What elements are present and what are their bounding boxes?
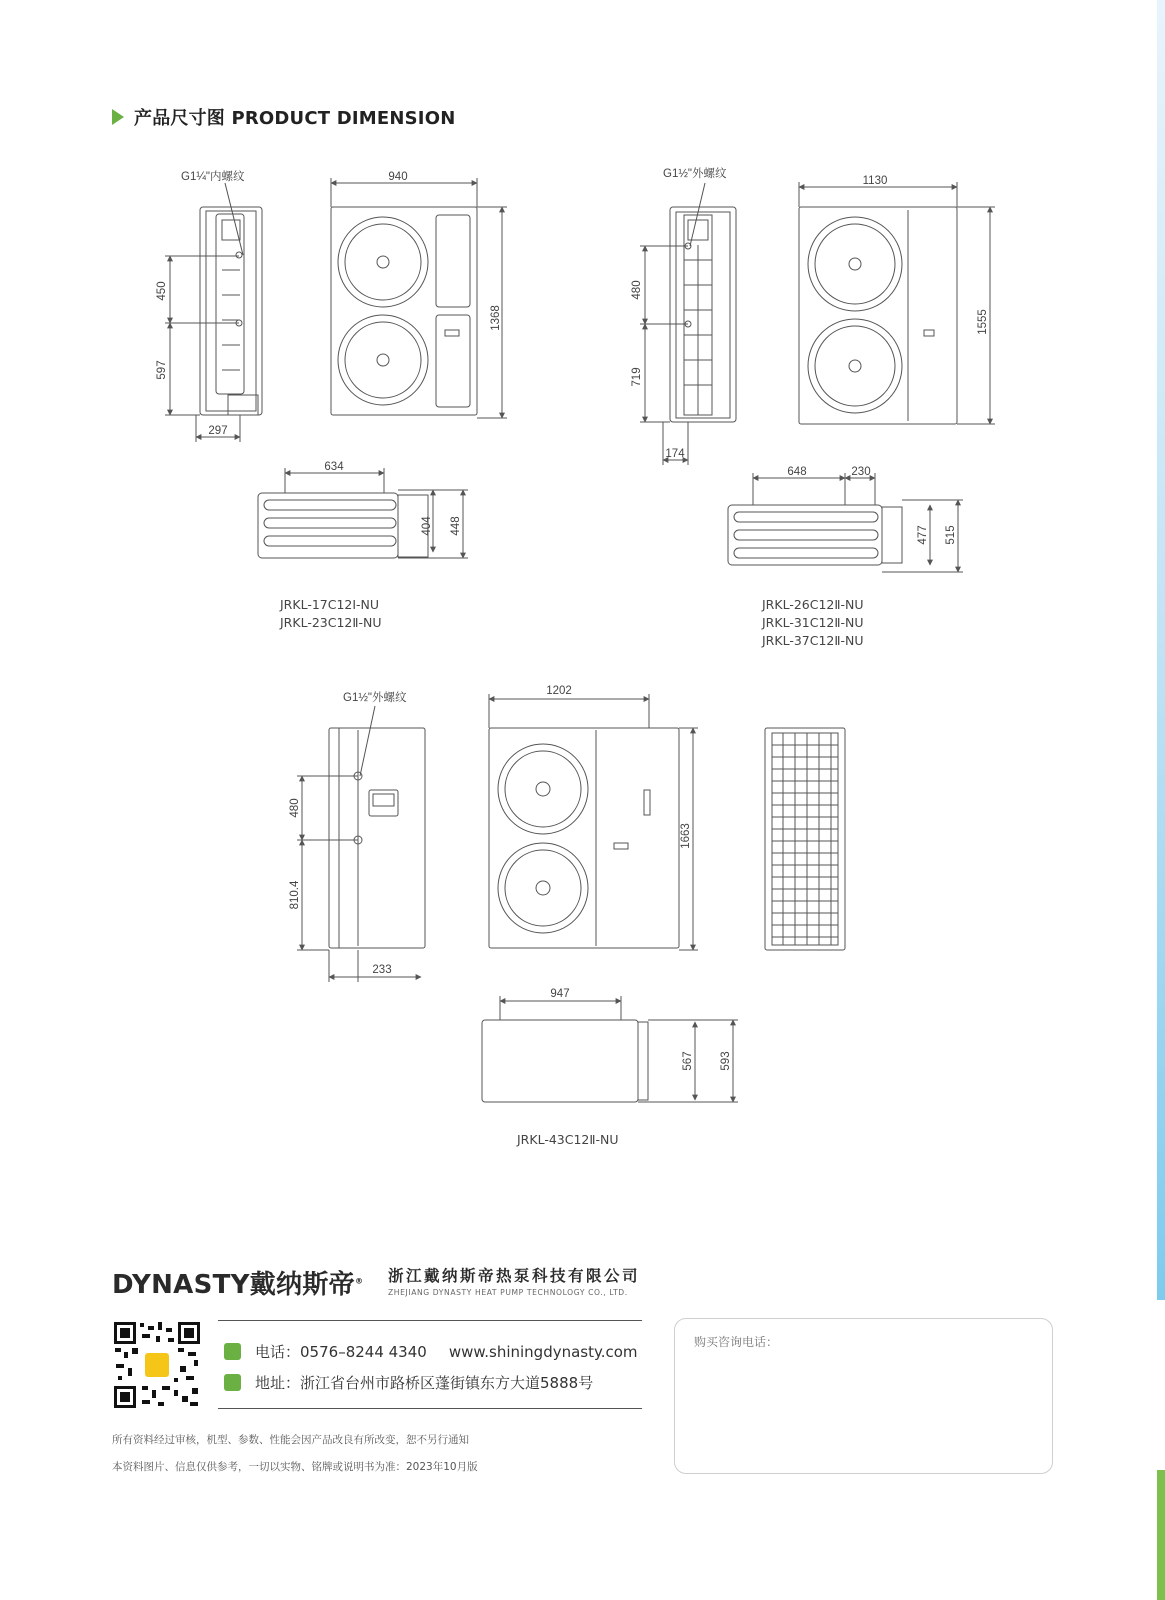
drawing2-dim-top-outer: 515 bbox=[945, 525, 957, 545]
drawing1-top-view bbox=[258, 493, 428, 558]
drawing3-dim-lower: 810.4 bbox=[289, 880, 301, 910]
drawing2-front-view bbox=[799, 207, 957, 424]
model-label: JRKL-43C12Ⅱ-NU bbox=[517, 1132, 619, 1147]
registered-mark: ® bbox=[355, 1276, 364, 1286]
drawing1-dim-upper: 450 bbox=[156, 281, 168, 301]
drawing2-dim-top-span: 648 bbox=[787, 466, 807, 478]
drawing1-dim-top-inner: 404 bbox=[421, 516, 433, 536]
brand-name: DYNASTY戴纳斯帝 bbox=[112, 1270, 355, 1300]
drawing3-model-list bbox=[517, 1131, 619, 1149]
qr-code-icon bbox=[112, 1320, 202, 1410]
divider-top bbox=[218, 1320, 642, 1321]
drawing2-dim-upper: 480 bbox=[631, 280, 643, 300]
drawing3-side-view bbox=[329, 728, 425, 948]
drawing1-dim-top-outer: 448 bbox=[450, 516, 462, 536]
drawing2-thread-label: G1½"外螺纹 bbox=[663, 168, 727, 180]
model-label: JRKL-37C12Ⅱ-NU bbox=[762, 633, 864, 648]
model-label: JRKL-23C12Ⅱ-NU bbox=[280, 615, 382, 630]
drawing3-dim-height: 1663 bbox=[680, 823, 692, 849]
drawing3-thread-label: G1½"外螺纹 bbox=[343, 692, 407, 704]
disclaimer-line-2: 本资料图片、信息仅供参考，一切以实物、铭牌或说明书为准：2023年10月版 bbox=[112, 1461, 478, 1473]
drawing3-dim-top-inner: 567 bbox=[682, 1051, 694, 1071]
model-label: JRKL-26C12Ⅱ-NU bbox=[762, 597, 864, 612]
drawing2-dim-height: 1555 bbox=[977, 309, 989, 335]
drawing2-top-view bbox=[728, 505, 902, 565]
section-title: 产品尺寸图 PRODUCT DIMENSION bbox=[134, 108, 456, 129]
drawing2-dim-top-inner: 477 bbox=[917, 525, 929, 545]
address-label: 地址： bbox=[255, 1374, 301, 1392]
drawing3-dim-width: 1202 bbox=[546, 685, 572, 697]
drawing2-model-list bbox=[762, 596, 864, 650]
phone-row bbox=[224, 1341, 638, 1362]
drawing3-rear-view bbox=[765, 728, 845, 950]
drawing3-dim-top-span: 947 bbox=[550, 988, 570, 1000]
drawing2-dim-width: 1130 bbox=[862, 175, 888, 187]
drawing1-front-view bbox=[331, 207, 477, 415]
drawing1-model-list bbox=[280, 596, 382, 632]
location-pin-icon bbox=[224, 1374, 241, 1391]
drawing1-dim-width: 940 bbox=[388, 171, 408, 183]
drawing1-dim-lower: 597 bbox=[156, 360, 168, 380]
phone-number[interactable]: 0576–8244 4340 bbox=[300, 1342, 427, 1361]
phone-icon bbox=[224, 1343, 241, 1360]
drawing3-front-view bbox=[489, 728, 679, 948]
drawing2-dim-depth: 174 bbox=[665, 448, 685, 460]
company-name-en: ZHEJIANG DYNASTY HEAT PUMP TECHNOLOGY CO., LTD. bbox=[388, 1288, 628, 1297]
address-row bbox=[224, 1372, 593, 1393]
drawing1-dim-depth: 297 bbox=[208, 425, 228, 437]
address-text: 浙江省台州市路桥区蓬街镇东方大道5888号 bbox=[300, 1374, 594, 1392]
drawing1-dim-top-span: 634 bbox=[324, 461, 344, 473]
drawing2-dim-lower: 719 bbox=[631, 367, 643, 387]
drawing1-thread-label: G1¼"内螺纹 bbox=[181, 171, 245, 183]
website-link[interactable]: www.shiningdynasty.com bbox=[448, 1342, 638, 1361]
drawing1-dim-height: 1368 bbox=[490, 305, 502, 331]
model-label: JRKL-17C12Ⅰ-NU bbox=[280, 597, 380, 612]
drawing2-dim-top-extra: 230 bbox=[851, 466, 871, 478]
brand-logo bbox=[112, 1264, 363, 1301]
divider-bottom bbox=[218, 1408, 642, 1409]
drawing2-side-view bbox=[670, 207, 736, 422]
drawing3-dim-top-outer: 593 bbox=[720, 1051, 732, 1071]
inquiry-label: 购买咨询电话： bbox=[694, 1335, 779, 1349]
drawing3-dim-depth: 233 bbox=[372, 964, 392, 976]
model-label: JRKL-31C12Ⅱ-NU bbox=[762, 615, 864, 630]
company-name-cn: 浙江戴纳斯帝热泵科技有限公司 bbox=[388, 1267, 641, 1285]
drawing3-top-view bbox=[482, 1020, 648, 1102]
drawing3-dim-upper: 480 bbox=[289, 798, 301, 818]
phone-label: 电话： bbox=[255, 1343, 301, 1361]
disclaimer-line-1: 所有资料经过审核，机型、参数、性能会因产品改良有所改变，恕不另行通知 bbox=[112, 1434, 469, 1446]
drawing1-side-view bbox=[200, 207, 262, 415]
